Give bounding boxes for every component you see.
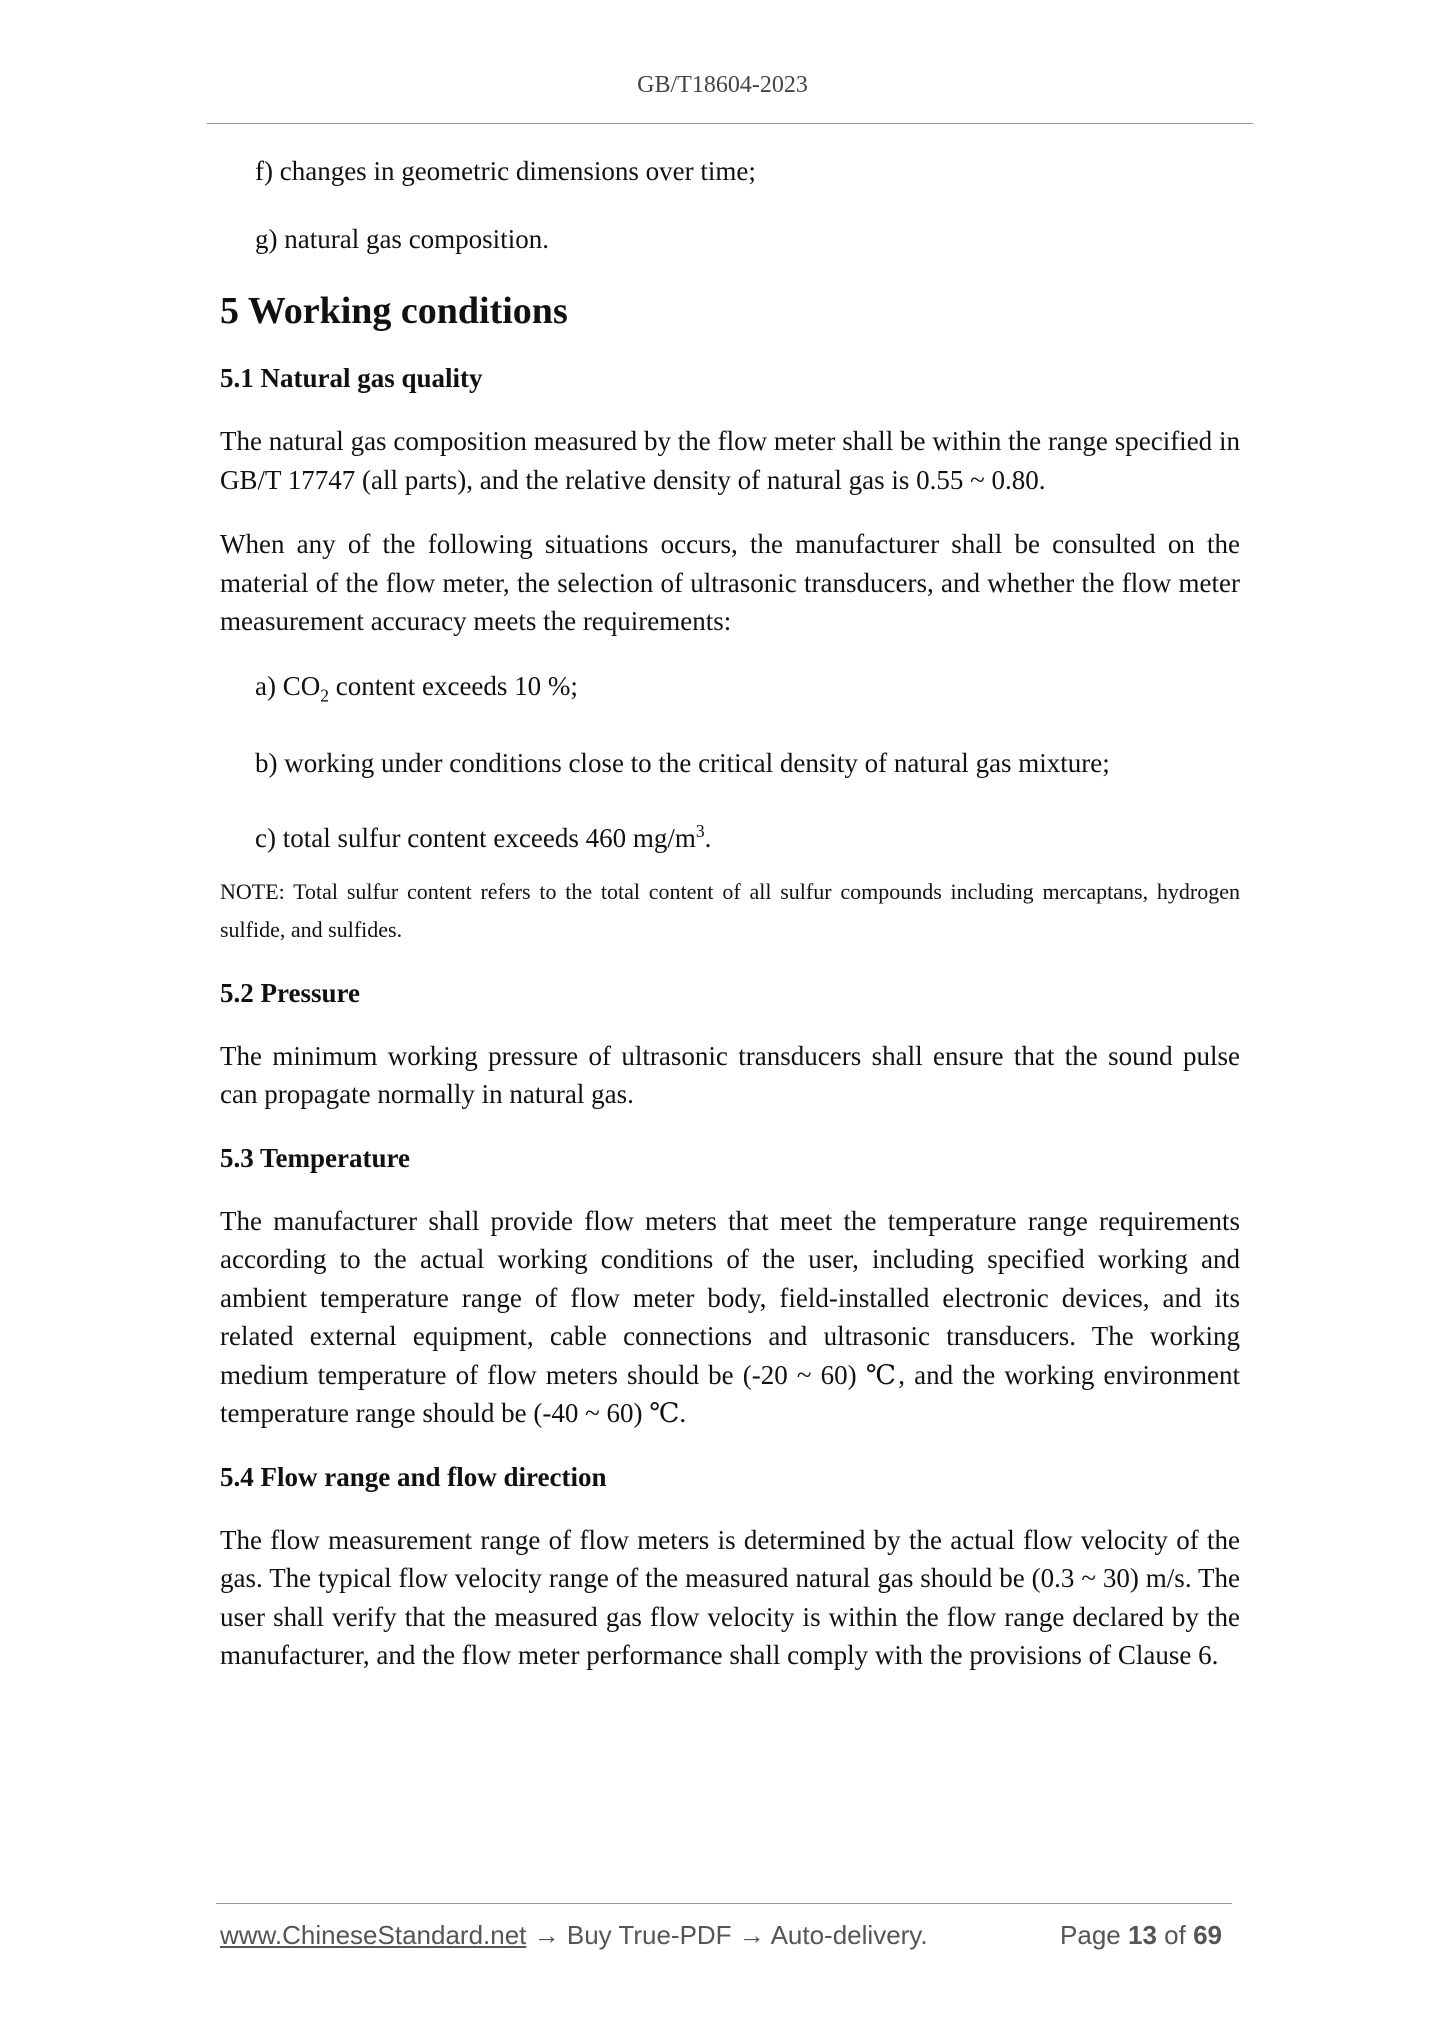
page-footer [220, 1920, 1232, 1960]
list-item-b: b) working under conditions close to the critical density of natural gas mixture; [255, 747, 1110, 778]
paragraph-flow-range: The flow measurement range of flow meters is determined by the actual flow velocity of the gas. The typical flow velocity range of the measured natural gas should be (0.3 ~ 30) m/s. The user shall verify that the measured gas flow velocity is within the flow range declared by the manufacturer, and the flow meter performance shall comply with the provisions of Clause 6. [220, 1524, 1240, 1671]
page-label: Page [1060, 1920, 1121, 1950]
list-item-c-text-end: . [704, 822, 712, 853]
paragraph-pressure: The minimum working pressure of ultrasonic transducers shall ensure that the sound pulse can propagate normally in natural gas. [220, 1040, 1240, 1110]
subsection-heading-5-4: 5.4 Flow range and flow direction [220, 1461, 607, 1492]
footer-promo-text: → Buy True-PDF → Auto-delivery. [526, 1920, 928, 1950]
section-heading-5: 5 Working conditions [220, 290, 568, 332]
list-item-a [255, 667, 1240, 714]
footer-divider [216, 1903, 1232, 1904]
co2-subscript: 2 [320, 684, 329, 705]
list-item-g: g) natural gas composition. [255, 224, 549, 254]
footer-promo [220, 1920, 928, 1951]
document-header-title: GB/T18604-2023 [637, 72, 808, 98]
paragraph-temperature: The manufacturer shall provide flow meters that meet the temperature range requirements according to the actual working conditions of the user, including specified working and ambient temperature range of flow meter body, field-installed electronic devices, and its related external equipment, cable connections and ultrasonic transducers. The working medium temperature of flow meters should be (-20 ~ 60) ℃, and the working environment temperature range should be (-40 ~ 60) ℃. [220, 1205, 1240, 1429]
page-of-label: of [1164, 1920, 1186, 1950]
subsection-heading-5-2: 5.2 Pressure [220, 977, 360, 1008]
page-number [1060, 1920, 1222, 1951]
cubic-superscript: 3 [695, 820, 705, 841]
page-content [220, 152, 1240, 1701]
header-divider [207, 123, 1253, 124]
paragraph-consult-manufacturer: When any of the following situations occurs, the manufacturer shall be consulted on the material of the flow meter, the selection of ultrasonic transducers, and whether the flow meter measurement accuracy meets the requirements: [220, 529, 1240, 636]
subsection-heading-5-3: 5.3 Temperature [220, 1142, 410, 1173]
list-item-c-text: c) total sulfur content exceeds 460 mg/m [255, 822, 696, 853]
page-current: 13 [1128, 1920, 1157, 1950]
page-total: 69 [1193, 1920, 1222, 1950]
list-item-a-text-end: content exceeds 10 %; [329, 670, 578, 701]
subsection-heading-5-1: 5.1 Natural gas quality [220, 363, 483, 393]
list-item-c [255, 812, 1240, 857]
paragraph-gas-composition: The natural gas composition measured by the flow meter shall be within the range specified in GB/T 17747 (all parts), and the relative density of natural gas is 0.55 ~ 0.80. [220, 426, 1240, 495]
list-item-f: f) changes in geometric dimensions over time; [255, 156, 756, 186]
note-sulfur-content: NOTE: Total sulfur content refers to the total content of all sulfur compounds including mercaptans, hydrogen sulfide, and sulfides. [220, 878, 1240, 942]
list-item-a-text: a) CO [255, 670, 321, 701]
chinesestandard-link[interactable]: www.ChineseStandard.net [220, 1920, 527, 1950]
